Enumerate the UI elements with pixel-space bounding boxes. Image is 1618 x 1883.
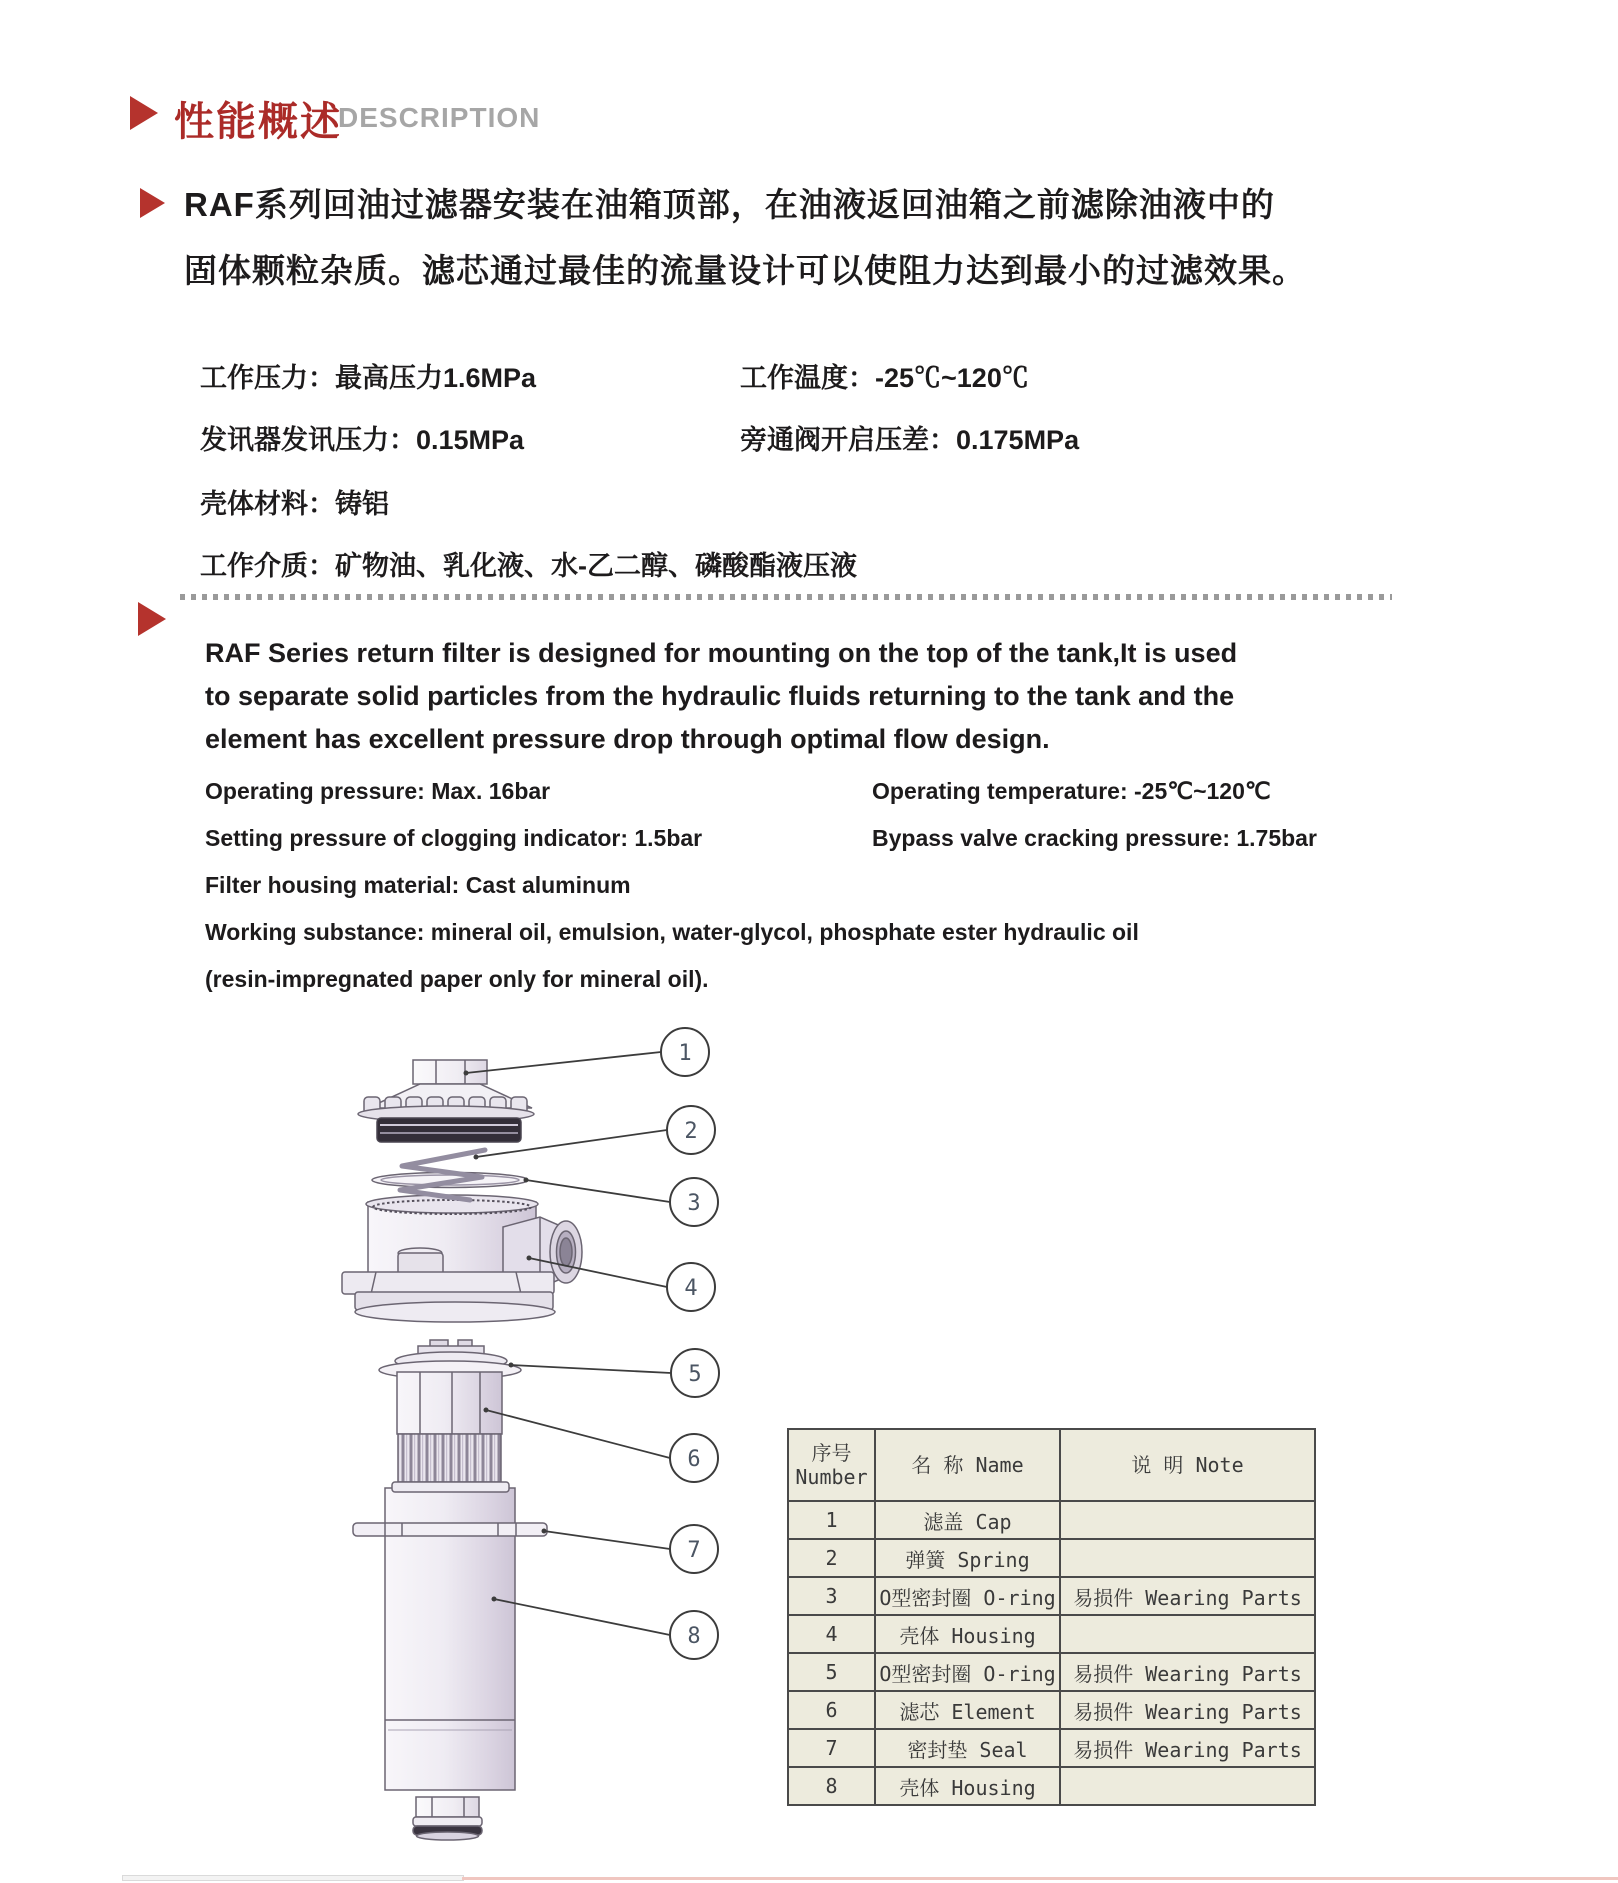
dotted-divider <box>180 594 1392 600</box>
header-number-cell <box>788 1429 875 1501</box>
part-name-cell: 滤芯 Element <box>875 1691 1060 1729</box>
header-note-cell: 说 明 Note <box>1060 1429 1315 1501</box>
divider-arrow-icon <box>138 602 166 636</box>
part-note-cell: 易损件 Wearing Parts <box>1060 1729 1315 1767</box>
diagram-part-seal <box>353 1523 547 1536</box>
part-number-cell: 5 <box>788 1653 875 1691</box>
part-note-cell: 易损件 Wearing Parts <box>1060 1653 1315 1691</box>
part-name-cell: 滤盖 Cap <box>875 1501 1060 1539</box>
part-name-cell: 壳体 Housing <box>875 1615 1060 1653</box>
part-name-cell: O型密封圈 O-ring <box>875 1577 1060 1615</box>
header-number-en: Number <box>795 1465 868 1489</box>
part-note-cell: 易损件 Wearing Parts <box>1060 1577 1315 1615</box>
spec-zh-operating-pressure: 工作压力：最高压力1.6MPa <box>200 363 537 393</box>
spec-en-indicator-pressure: Setting pressure of clogging indicator: 1.5bar <box>205 825 703 851</box>
parts-table-row <box>788 1691 1315 1729</box>
spec-en-working-substance: Working substance: mineral oil, emulsion, water-glycol, phosphate ester hydraulic oil <box>205 919 1139 945</box>
header-name-cell: 名 称 Name <box>875 1429 1060 1501</box>
spec-zh-housing-material: 壳体材料：铸铝 <box>200 489 389 519</box>
intro-zh-line1: RAF系列回油过滤器安装在油箱顶部，在油液返回油箱之前滤除油液中的 <box>184 186 1275 223</box>
part-name-cell: 弹簧 Spring <box>875 1539 1060 1577</box>
spec-en-operating-pressure: Operating pressure: Max. 16bar <box>205 778 551 804</box>
intro-en-line1: RAF Series return filter is designed for mounting on the top of the tank,It is used <box>205 638 1238 668</box>
spec-zh-working-medium: 工作介质：矿物油、乳化液、水-乙二醇、磷酸酯液压液 <box>200 551 857 581</box>
callout-5: 5 <box>688 1362 702 1387</box>
spec-en-working-substance2: (resin-impregnated paper only for mineral oil). <box>205 966 709 992</box>
diagram-callouts <box>661 1028 719 1659</box>
parts-table-row <box>788 1577 1315 1615</box>
parts-table-row <box>788 1653 1315 1691</box>
parts-table-row <box>788 1539 1315 1577</box>
callout-6: 6 <box>687 1447 701 1472</box>
diagram-part-cap <box>358 1060 534 1142</box>
part-note-cell <box>1060 1539 1315 1577</box>
header-number-zh: 序号 <box>811 1441 852 1465</box>
parts-table-row <box>788 1767 1315 1805</box>
diagram-part-housing-upper <box>342 1195 582 1322</box>
part-number-cell: 8 <box>788 1767 875 1805</box>
callout-4: 4 <box>684 1276 698 1301</box>
spec-zh-operating-temperature: 工作温度：-25℃~120℃ <box>740 363 1029 393</box>
section-title-zh: 性能概述 <box>174 100 342 144</box>
footer-left-sliver <box>122 1875 464 1881</box>
part-note-cell: 易损件 Wearing Parts <box>1060 1691 1315 1729</box>
part-note-cell <box>1060 1501 1315 1539</box>
intro-en-line2: to separate solid particles from the hydraulic fluids returning to the tank and the <box>205 681 1235 711</box>
intro-en-line3: element has excellent pressure drop through optimal flow design. <box>205 724 1050 754</box>
part-note-cell <box>1060 1767 1315 1805</box>
footer-right-sliver <box>462 1877 1618 1880</box>
intro-zh-line2: 固体颗粒杂质。滤芯通过最佳的流量设计可以使阻力达到最小的过滤效果。 <box>184 252 1306 289</box>
part-name-cell: 壳体 Housing <box>875 1767 1060 1805</box>
part-number-cell: 2 <box>788 1539 875 1577</box>
part-name-cell: O型密封圈 O-ring <box>875 1653 1060 1691</box>
part-note-cell <box>1060 1615 1315 1653</box>
spec-en-bypass-pressure: Bypass valve cracking pressure: 1.75bar <box>872 825 1317 851</box>
parts-table-row <box>788 1615 1315 1653</box>
callout-3: 3 <box>687 1191 701 1216</box>
part-number-cell: 7 <box>788 1729 875 1767</box>
section-arrow-icon <box>130 96 158 130</box>
paragraph-arrow-icon <box>140 188 165 218</box>
part-number-cell: 6 <box>788 1691 875 1729</box>
section-title-en: DESCRIPTION <box>338 102 541 133</box>
callout-2: 2 <box>684 1119 698 1144</box>
part-number-cell: 3 <box>788 1577 875 1615</box>
parts-table-header-row <box>788 1429 1315 1501</box>
parts-table-row <box>788 1501 1315 1539</box>
spec-zh-indicator-pressure: 发讯器发讯压力：0.15MPa <box>200 425 525 455</box>
callout-1: 1 <box>678 1041 692 1066</box>
callout-7: 7 <box>687 1538 701 1563</box>
part-number-cell: 1 <box>788 1501 875 1539</box>
spec-en-operating-temperature: Operating temperature: -25℃~120℃ <box>872 778 1271 804</box>
part-name-cell: 密封垫 Seal <box>875 1729 1060 1767</box>
exploded-view-diagram <box>280 1020 740 1860</box>
part-number-cell: 4 <box>788 1615 875 1653</box>
diagram-part-element <box>379 1340 521 1492</box>
parts-table-row <box>788 1729 1315 1767</box>
parts-table <box>787 1428 1316 1806</box>
spec-zh-bypass-pressure: 旁通阀开启压差：0.175MPa <box>740 425 1080 455</box>
diagram-part-housing-lower <box>385 1488 515 1840</box>
callout-8: 8 <box>687 1624 701 1649</box>
spec-en-housing-material: Filter housing material: Cast aluminum <box>205 872 631 898</box>
